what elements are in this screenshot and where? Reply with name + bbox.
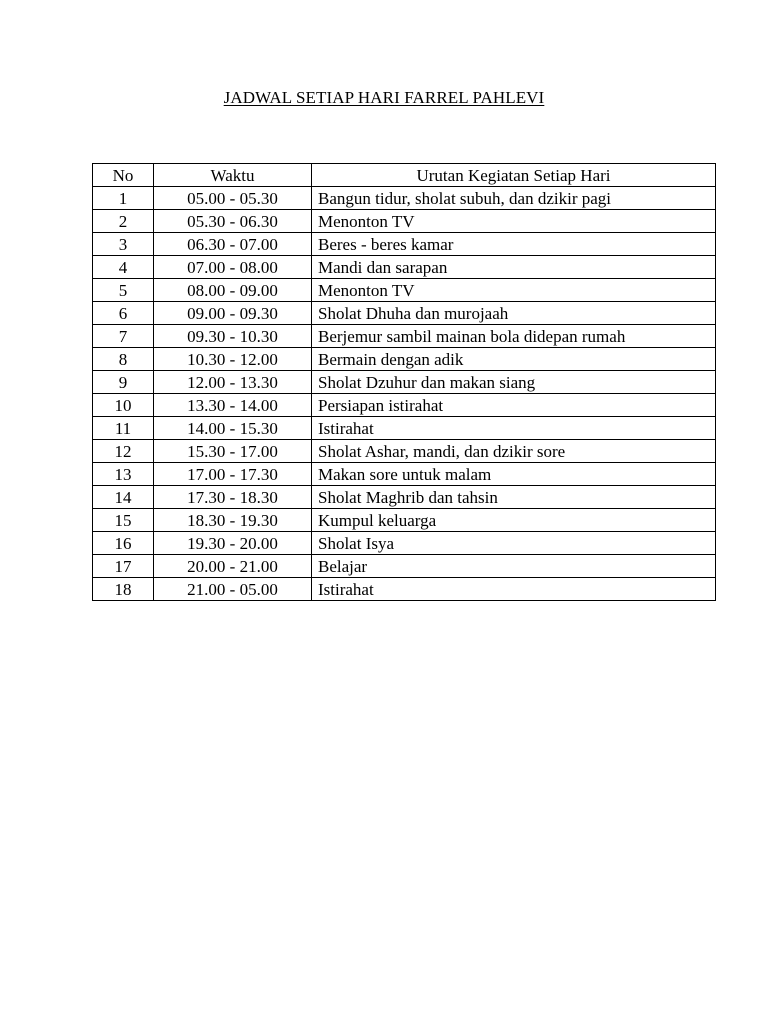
cell-activity: Sholat Isya (312, 532, 716, 555)
cell-activity: Istirahat (312, 578, 716, 601)
cell-no: 6 (93, 302, 154, 325)
table-row (93, 210, 716, 233)
cell-activity: Sholat Ashar, mandi, dan dzikir sore (312, 440, 716, 463)
table-row (93, 233, 716, 256)
cell-no: 1 (93, 187, 154, 210)
cell-no: 17 (93, 555, 154, 578)
cell-activity: Menonton TV (312, 210, 716, 233)
cell-activity: Belajar (312, 555, 716, 578)
cell-activity: Makan sore untuk malam (312, 463, 716, 486)
cell-activity: Persiapan istirahat (312, 394, 716, 417)
cell-activity: Menonton TV (312, 279, 716, 302)
cell-time: 20.00 - 21.00 (154, 555, 312, 578)
cell-activity: Sholat Dzuhur dan makan siang (312, 371, 716, 394)
table-row (93, 509, 716, 532)
table-row (93, 348, 716, 371)
page-title: JADWAL SETIAP HARI FARREL PAHLEVI (223, 88, 545, 107)
cell-activity: Mandi dan sarapan (312, 256, 716, 279)
table-row (93, 578, 716, 601)
header-time: Waktu (154, 164, 312, 187)
cell-no: 9 (93, 371, 154, 394)
table-row (93, 463, 716, 486)
table-row (93, 279, 716, 302)
table-row (93, 256, 716, 279)
cell-activity: Bermain dengan adik (312, 348, 716, 371)
cell-activity: Bangun tidur, sholat subuh, dan dzikir pagi (312, 187, 716, 210)
header-activity: Urutan Kegiatan Setiap Hari (312, 164, 716, 187)
table-header-row (93, 164, 716, 187)
cell-time: 05.30 - 06.30 (154, 210, 312, 233)
table-row (93, 394, 716, 417)
table-row (93, 371, 716, 394)
cell-no: 2 (93, 210, 154, 233)
schedule-body (93, 187, 716, 601)
cell-no: 11 (93, 417, 154, 440)
cell-time: 17.00 - 17.30 (154, 463, 312, 486)
table-row (93, 302, 716, 325)
cell-time: 07.00 - 08.00 (154, 256, 312, 279)
cell-activity: Istirahat (312, 417, 716, 440)
cell-time: 08.00 - 09.00 (154, 279, 312, 302)
cell-time: 15.30 - 17.00 (154, 440, 312, 463)
table-row (93, 532, 716, 555)
table-row (93, 486, 716, 509)
table-row (93, 187, 716, 210)
cell-no: 7 (93, 325, 154, 348)
cell-no: 12 (93, 440, 154, 463)
cell-time: 10.30 - 12.00 (154, 348, 312, 371)
cell-activity: Beres - beres kamar (312, 233, 716, 256)
header-no: No (93, 164, 154, 187)
table-row (93, 440, 716, 463)
cell-no: 8 (93, 348, 154, 371)
table-row (93, 417, 716, 440)
cell-no: 10 (93, 394, 154, 417)
cell-time: 06.30 - 07.00 (154, 233, 312, 256)
cell-activity: Sholat Dhuha dan murojaah (312, 302, 716, 325)
table-row (93, 325, 716, 348)
cell-no: 14 (93, 486, 154, 509)
cell-time: 05.00 - 05.30 (154, 187, 312, 210)
schedule-table (92, 163, 716, 601)
cell-no: 18 (93, 578, 154, 601)
cell-time: 19.30 - 20.00 (154, 532, 312, 555)
cell-time: 09.00 - 09.30 (154, 302, 312, 325)
cell-activity: Sholat Maghrib dan tahsin (312, 486, 716, 509)
cell-activity: Kumpul keluarga (312, 509, 716, 532)
cell-time: 09.30 - 10.30 (154, 325, 312, 348)
cell-activity: Berjemur sambil mainan bola didepan rumah (312, 325, 716, 348)
cell-time: 13.30 - 14.00 (154, 394, 312, 417)
cell-no: 4 (93, 256, 154, 279)
cell-time: 17.30 - 18.30 (154, 486, 312, 509)
cell-no: 5 (93, 279, 154, 302)
cell-time: 21.00 - 05.00 (154, 578, 312, 601)
table-row (93, 555, 716, 578)
cell-time: 18.30 - 19.30 (154, 509, 312, 532)
cell-no: 15 (93, 509, 154, 532)
cell-no: 13 (93, 463, 154, 486)
cell-no: 3 (93, 233, 154, 256)
cell-time: 12.00 - 13.30 (154, 371, 312, 394)
cell-time: 14.00 - 15.30 (154, 417, 312, 440)
cell-no: 16 (93, 532, 154, 555)
